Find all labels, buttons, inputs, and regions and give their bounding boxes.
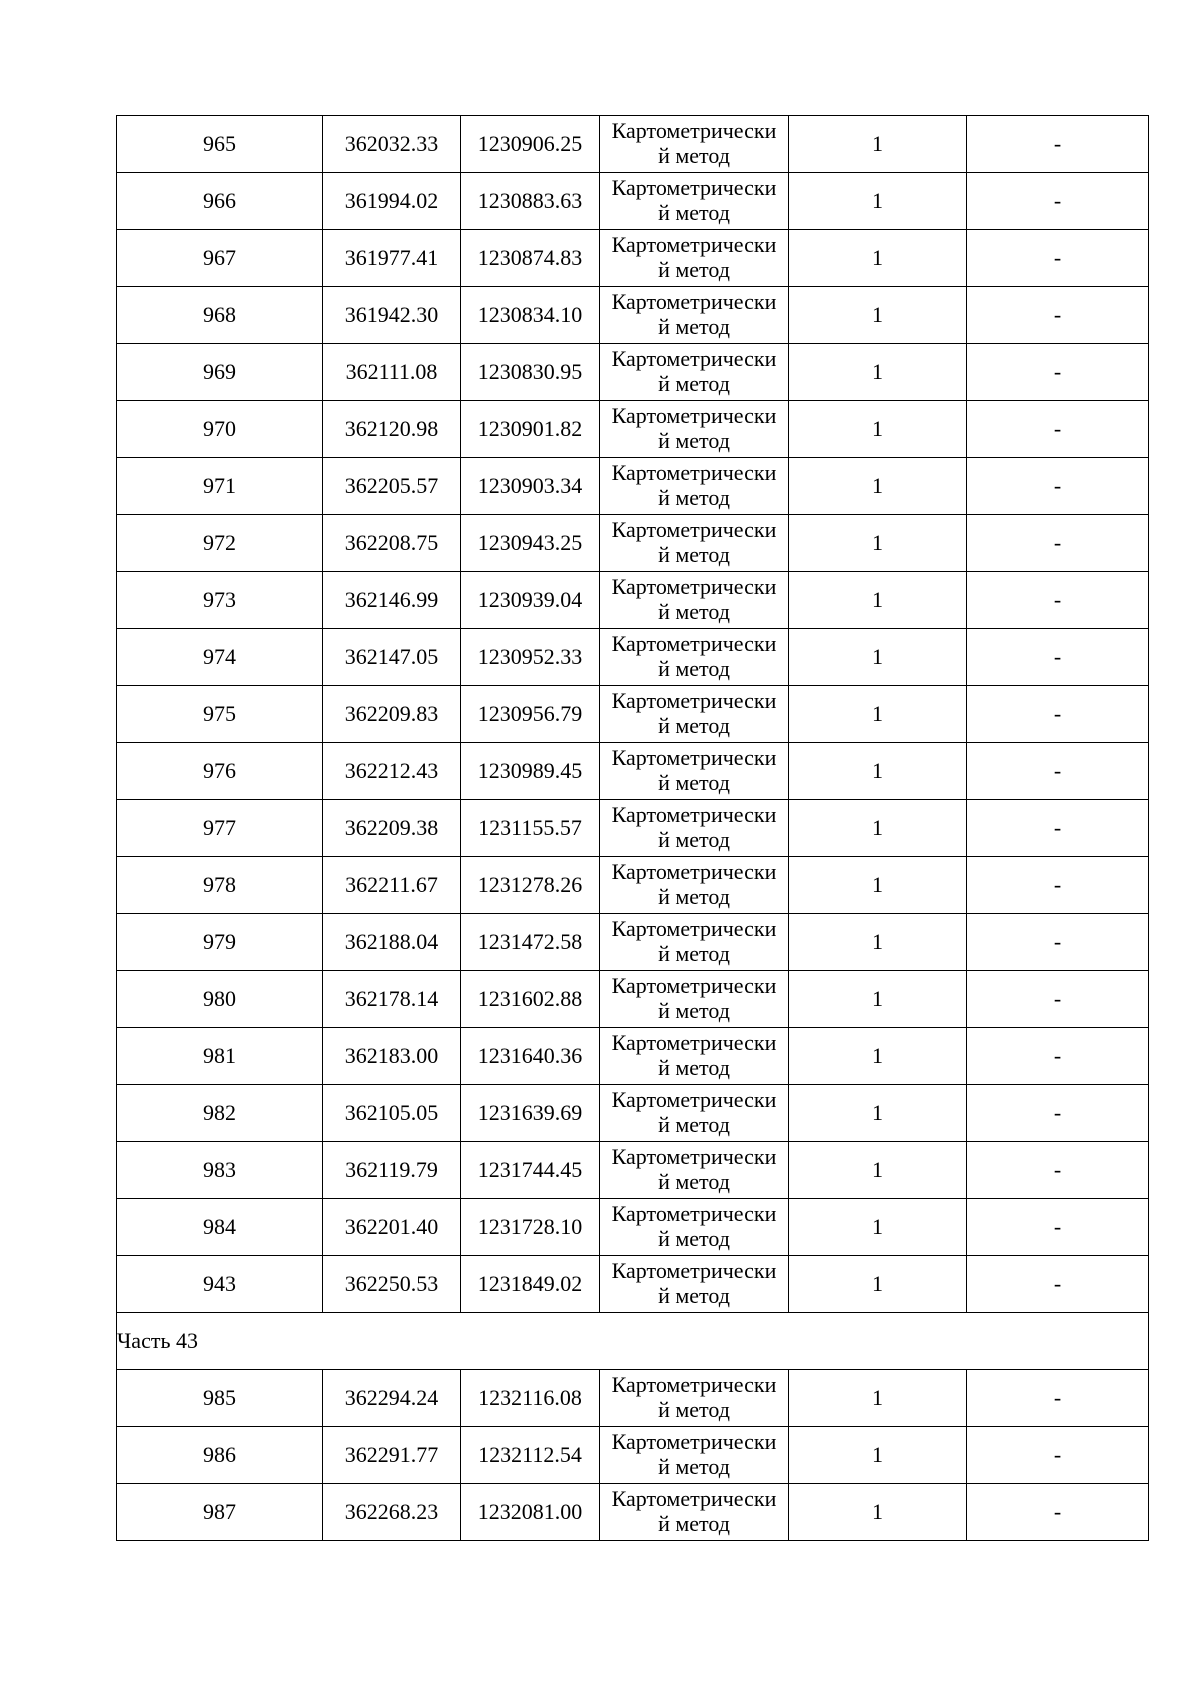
method-line-1: Картометрически xyxy=(611,346,777,372)
point-number: 970 xyxy=(117,401,323,458)
method-cell xyxy=(600,1142,789,1199)
coordinate-x: 362212.43 xyxy=(323,743,461,800)
point-number: 986 xyxy=(117,1427,323,1484)
method-cell xyxy=(600,971,789,1028)
note-value: - xyxy=(967,1199,1149,1256)
coordinate-y: 1231728.10 xyxy=(461,1199,600,1256)
method-line-1: Картометрически xyxy=(611,631,777,657)
coordinates-table xyxy=(116,115,1149,1541)
method-line-2: й метод xyxy=(658,485,730,510)
method-line-1: Картометрически xyxy=(611,1429,777,1455)
method-line-1: Картометрически xyxy=(611,1486,777,1512)
method-cell xyxy=(600,1256,789,1313)
coordinate-y: 1231849.02 xyxy=(461,1256,600,1313)
coordinate-x: 362209.38 xyxy=(323,800,461,857)
method-line-1: Картометрически xyxy=(611,517,777,543)
method-line-2: й метод xyxy=(658,257,730,282)
coordinate-x: 362111.08 xyxy=(323,344,461,401)
note-value: - xyxy=(967,686,1149,743)
method-line-2: й метод xyxy=(658,200,730,225)
coordinate-x: 362208.75 xyxy=(323,515,461,572)
coordinate-x: 362294.24 xyxy=(323,1370,461,1427)
note-value: - xyxy=(967,1427,1149,1484)
accuracy-value: 1 xyxy=(789,1427,967,1484)
coordinate-y: 1231278.26 xyxy=(461,857,600,914)
method-line-2: й метод xyxy=(658,827,730,852)
coordinate-x: 362032.33 xyxy=(323,116,461,173)
point-number: 987 xyxy=(117,1484,323,1541)
method-cell xyxy=(600,572,789,629)
coordinate-y: 1230830.95 xyxy=(461,344,600,401)
method-cell xyxy=(600,458,789,515)
accuracy-value: 1 xyxy=(789,971,967,1028)
note-value: - xyxy=(967,971,1149,1028)
method-line-1: Картометрически xyxy=(611,973,777,999)
table-row xyxy=(117,686,1149,743)
method-line-2: й метод xyxy=(658,542,730,567)
note-value: - xyxy=(967,1028,1149,1085)
method-cell xyxy=(600,1028,789,1085)
method-line-2: й метод xyxy=(658,371,730,396)
point-number: 974 xyxy=(117,629,323,686)
point-number: 967 xyxy=(117,230,323,287)
point-number: 973 xyxy=(117,572,323,629)
point-number: 971 xyxy=(117,458,323,515)
coordinate-x: 361977.41 xyxy=(323,230,461,287)
coordinate-y: 1231602.88 xyxy=(461,971,600,1028)
method-line-1: Картометрически xyxy=(611,403,777,429)
coordinate-x: 362250.53 xyxy=(323,1256,461,1313)
table-row xyxy=(117,344,1149,401)
table-row xyxy=(117,116,1149,173)
point-number: 982 xyxy=(117,1085,323,1142)
table-row xyxy=(117,800,1149,857)
coordinate-x: 362268.23 xyxy=(323,1484,461,1541)
table-row xyxy=(117,1085,1149,1142)
coordinate-y: 1230939.04 xyxy=(461,572,600,629)
accuracy-value: 1 xyxy=(789,1199,967,1256)
accuracy-value: 1 xyxy=(789,1085,967,1142)
method-line-2: й метод xyxy=(658,1283,730,1308)
method-line-2: й метод xyxy=(658,143,730,168)
coordinate-y: 1232112.54 xyxy=(461,1427,600,1484)
method-line-1: Картометрически xyxy=(611,802,777,828)
table-row xyxy=(117,173,1149,230)
method-line-1: Картометрически xyxy=(611,916,777,942)
method-cell xyxy=(600,1427,789,1484)
note-value: - xyxy=(967,230,1149,287)
method-line-1: Картометрически xyxy=(611,1258,777,1284)
method-cell xyxy=(600,1085,789,1142)
method-line-2: й метод xyxy=(658,941,730,966)
method-line-2: й метод xyxy=(658,1397,730,1422)
method-line-1: Картометрически xyxy=(611,1144,777,1170)
method-cell xyxy=(600,857,789,914)
part-header-row xyxy=(117,1313,1149,1370)
note-value: - xyxy=(967,1370,1149,1427)
method-line-2: й метод xyxy=(658,1112,730,1137)
coordinate-y: 1230883.63 xyxy=(461,173,600,230)
table-row xyxy=(117,230,1149,287)
method-line-1: Картометрически xyxy=(611,1030,777,1056)
coordinate-x: 361994.02 xyxy=(323,173,461,230)
accuracy-value: 1 xyxy=(789,800,967,857)
note-value: - xyxy=(967,1085,1149,1142)
point-number: 968 xyxy=(117,287,323,344)
table-row xyxy=(117,914,1149,971)
coordinate-y: 1231472.58 xyxy=(461,914,600,971)
note-value: - xyxy=(967,458,1149,515)
accuracy-value: 1 xyxy=(789,515,967,572)
method-cell xyxy=(600,1484,789,1541)
point-number: 980 xyxy=(117,971,323,1028)
method-cell xyxy=(600,914,789,971)
point-number: 981 xyxy=(117,1028,323,1085)
accuracy-value: 1 xyxy=(789,230,967,287)
accuracy-value: 1 xyxy=(789,1484,967,1541)
coordinate-x: 362211.67 xyxy=(323,857,461,914)
coordinate-x: 361942.30 xyxy=(323,287,461,344)
method-line-1: Картометрически xyxy=(611,118,777,144)
note-value: - xyxy=(967,629,1149,686)
method-cell xyxy=(600,401,789,458)
note-value: - xyxy=(967,800,1149,857)
table-row xyxy=(117,1370,1149,1427)
method-line-1: Картометрически xyxy=(611,1201,777,1227)
method-line-2: й метод xyxy=(658,713,730,738)
accuracy-value: 1 xyxy=(789,857,967,914)
method-line-1: Картометрически xyxy=(611,232,777,258)
coordinate-y: 1230952.33 xyxy=(461,629,600,686)
method-line-2: й метод xyxy=(658,1226,730,1251)
coordinate-x: 362291.77 xyxy=(323,1427,461,1484)
method-line-1: Картометрически xyxy=(611,859,777,885)
accuracy-value: 1 xyxy=(789,1256,967,1313)
point-number: 985 xyxy=(117,1370,323,1427)
table-row xyxy=(117,401,1149,458)
accuracy-value: 1 xyxy=(789,686,967,743)
point-number: 965 xyxy=(117,116,323,173)
method-line-1: Картометрически xyxy=(611,289,777,315)
method-cell xyxy=(600,173,789,230)
method-line-1: Картометрически xyxy=(611,1372,777,1398)
coordinate-y: 1230943.25 xyxy=(461,515,600,572)
method-line-2: й метод xyxy=(658,314,730,339)
method-line-1: Картометрически xyxy=(611,175,777,201)
method-line-2: й метод xyxy=(658,998,730,1023)
point-number: 978 xyxy=(117,857,323,914)
point-number: 943 xyxy=(117,1256,323,1313)
method-cell xyxy=(600,686,789,743)
accuracy-value: 1 xyxy=(789,1142,967,1199)
coordinate-x: 362201.40 xyxy=(323,1199,461,1256)
coordinate-y: 1231639.69 xyxy=(461,1085,600,1142)
table-row xyxy=(117,1427,1149,1484)
coordinate-x: 362209.83 xyxy=(323,686,461,743)
part-header-body xyxy=(117,1313,1149,1370)
method-line-2: й метод xyxy=(658,656,730,681)
table-row xyxy=(117,1256,1149,1313)
method-line-2: й метод xyxy=(658,428,730,453)
table-row xyxy=(117,1199,1149,1256)
coordinate-y: 1230956.79 xyxy=(461,686,600,743)
note-value: - xyxy=(967,515,1149,572)
point-number: 983 xyxy=(117,1142,323,1199)
coordinate-y: 1231155.57 xyxy=(461,800,600,857)
accuracy-value: 1 xyxy=(789,287,967,344)
accuracy-value: 1 xyxy=(789,629,967,686)
point-number: 984 xyxy=(117,1199,323,1256)
point-number: 972 xyxy=(117,515,323,572)
table-row xyxy=(117,629,1149,686)
table-row xyxy=(117,1484,1149,1541)
note-value: - xyxy=(967,743,1149,800)
table-row xyxy=(117,458,1149,515)
method-line-1: Картометрически xyxy=(611,574,777,600)
part-label: Часть 43 xyxy=(117,1313,1149,1370)
method-cell xyxy=(600,116,789,173)
coordinate-y: 1232081.00 xyxy=(461,1484,600,1541)
accuracy-value: 1 xyxy=(789,1028,967,1085)
method-cell xyxy=(600,629,789,686)
method-line-1: Картометрически xyxy=(611,745,777,771)
table-row xyxy=(117,572,1149,629)
coordinate-y: 1230874.83 xyxy=(461,230,600,287)
accuracy-value: 1 xyxy=(789,914,967,971)
note-value: - xyxy=(967,857,1149,914)
note-value: - xyxy=(967,1142,1149,1199)
coordinate-x: 362183.00 xyxy=(323,1028,461,1085)
method-line-2: й метод xyxy=(658,599,730,624)
method-line-2: й метод xyxy=(658,1511,730,1536)
method-cell xyxy=(600,344,789,401)
method-cell xyxy=(600,515,789,572)
accuracy-value: 1 xyxy=(789,458,967,515)
table-body-after-part xyxy=(117,1370,1149,1541)
coordinate-x: 362205.57 xyxy=(323,458,461,515)
table-row xyxy=(117,971,1149,1028)
note-value: - xyxy=(967,173,1149,230)
accuracy-value: 1 xyxy=(789,743,967,800)
coordinate-x: 362178.14 xyxy=(323,971,461,1028)
table-row xyxy=(117,287,1149,344)
accuracy-value: 1 xyxy=(789,344,967,401)
coordinate-x: 362120.98 xyxy=(323,401,461,458)
note-value: - xyxy=(967,344,1149,401)
coordinate-y: 1230903.34 xyxy=(461,458,600,515)
method-line-2: й метод xyxy=(658,1454,730,1479)
method-line-1: Картометрически xyxy=(611,460,777,486)
coordinate-y: 1231744.45 xyxy=(461,1142,600,1199)
note-value: - xyxy=(967,287,1149,344)
point-number: 969 xyxy=(117,344,323,401)
accuracy-value: 1 xyxy=(789,173,967,230)
coordinate-y: 1230906.25 xyxy=(461,116,600,173)
table-row xyxy=(117,515,1149,572)
coordinate-x: 362105.05 xyxy=(323,1085,461,1142)
point-number: 977 xyxy=(117,800,323,857)
method-cell xyxy=(600,1370,789,1427)
coordinate-x: 362188.04 xyxy=(323,914,461,971)
note-value: - xyxy=(967,1256,1149,1313)
coordinate-y: 1231640.36 xyxy=(461,1028,600,1085)
note-value: - xyxy=(967,572,1149,629)
point-number: 979 xyxy=(117,914,323,971)
method-line-2: й метод xyxy=(658,770,730,795)
coordinate-y: 1230901.82 xyxy=(461,401,600,458)
table-row xyxy=(117,743,1149,800)
method-cell xyxy=(600,230,789,287)
point-number: 966 xyxy=(117,173,323,230)
method-cell xyxy=(600,743,789,800)
note-value: - xyxy=(967,401,1149,458)
method-line-1: Картометрически xyxy=(611,688,777,714)
method-line-2: й метод xyxy=(658,1055,730,1080)
table-row xyxy=(117,1142,1149,1199)
table-row xyxy=(117,1028,1149,1085)
method-cell xyxy=(600,800,789,857)
table-row xyxy=(117,857,1149,914)
coordinate-y: 1232116.08 xyxy=(461,1370,600,1427)
method-line-2: й метод xyxy=(658,1169,730,1194)
method-line-1: Картометрически xyxy=(611,1087,777,1113)
note-value: - xyxy=(967,116,1149,173)
coordinate-y: 1230989.45 xyxy=(461,743,600,800)
note-value: - xyxy=(967,914,1149,971)
point-number: 976 xyxy=(117,743,323,800)
method-line-2: й метод xyxy=(658,884,730,909)
method-cell xyxy=(600,287,789,344)
note-value: - xyxy=(967,1484,1149,1541)
accuracy-value: 1 xyxy=(789,1370,967,1427)
accuracy-value: 1 xyxy=(789,401,967,458)
coordinate-x: 362147.05 xyxy=(323,629,461,686)
point-number: 975 xyxy=(117,686,323,743)
coordinate-x: 362119.79 xyxy=(323,1142,461,1199)
table-body-before-part xyxy=(117,116,1149,1313)
accuracy-value: 1 xyxy=(789,116,967,173)
coordinate-y: 1230834.10 xyxy=(461,287,600,344)
coordinate-x: 362146.99 xyxy=(323,572,461,629)
accuracy-value: 1 xyxy=(789,572,967,629)
method-cell xyxy=(600,1199,789,1256)
